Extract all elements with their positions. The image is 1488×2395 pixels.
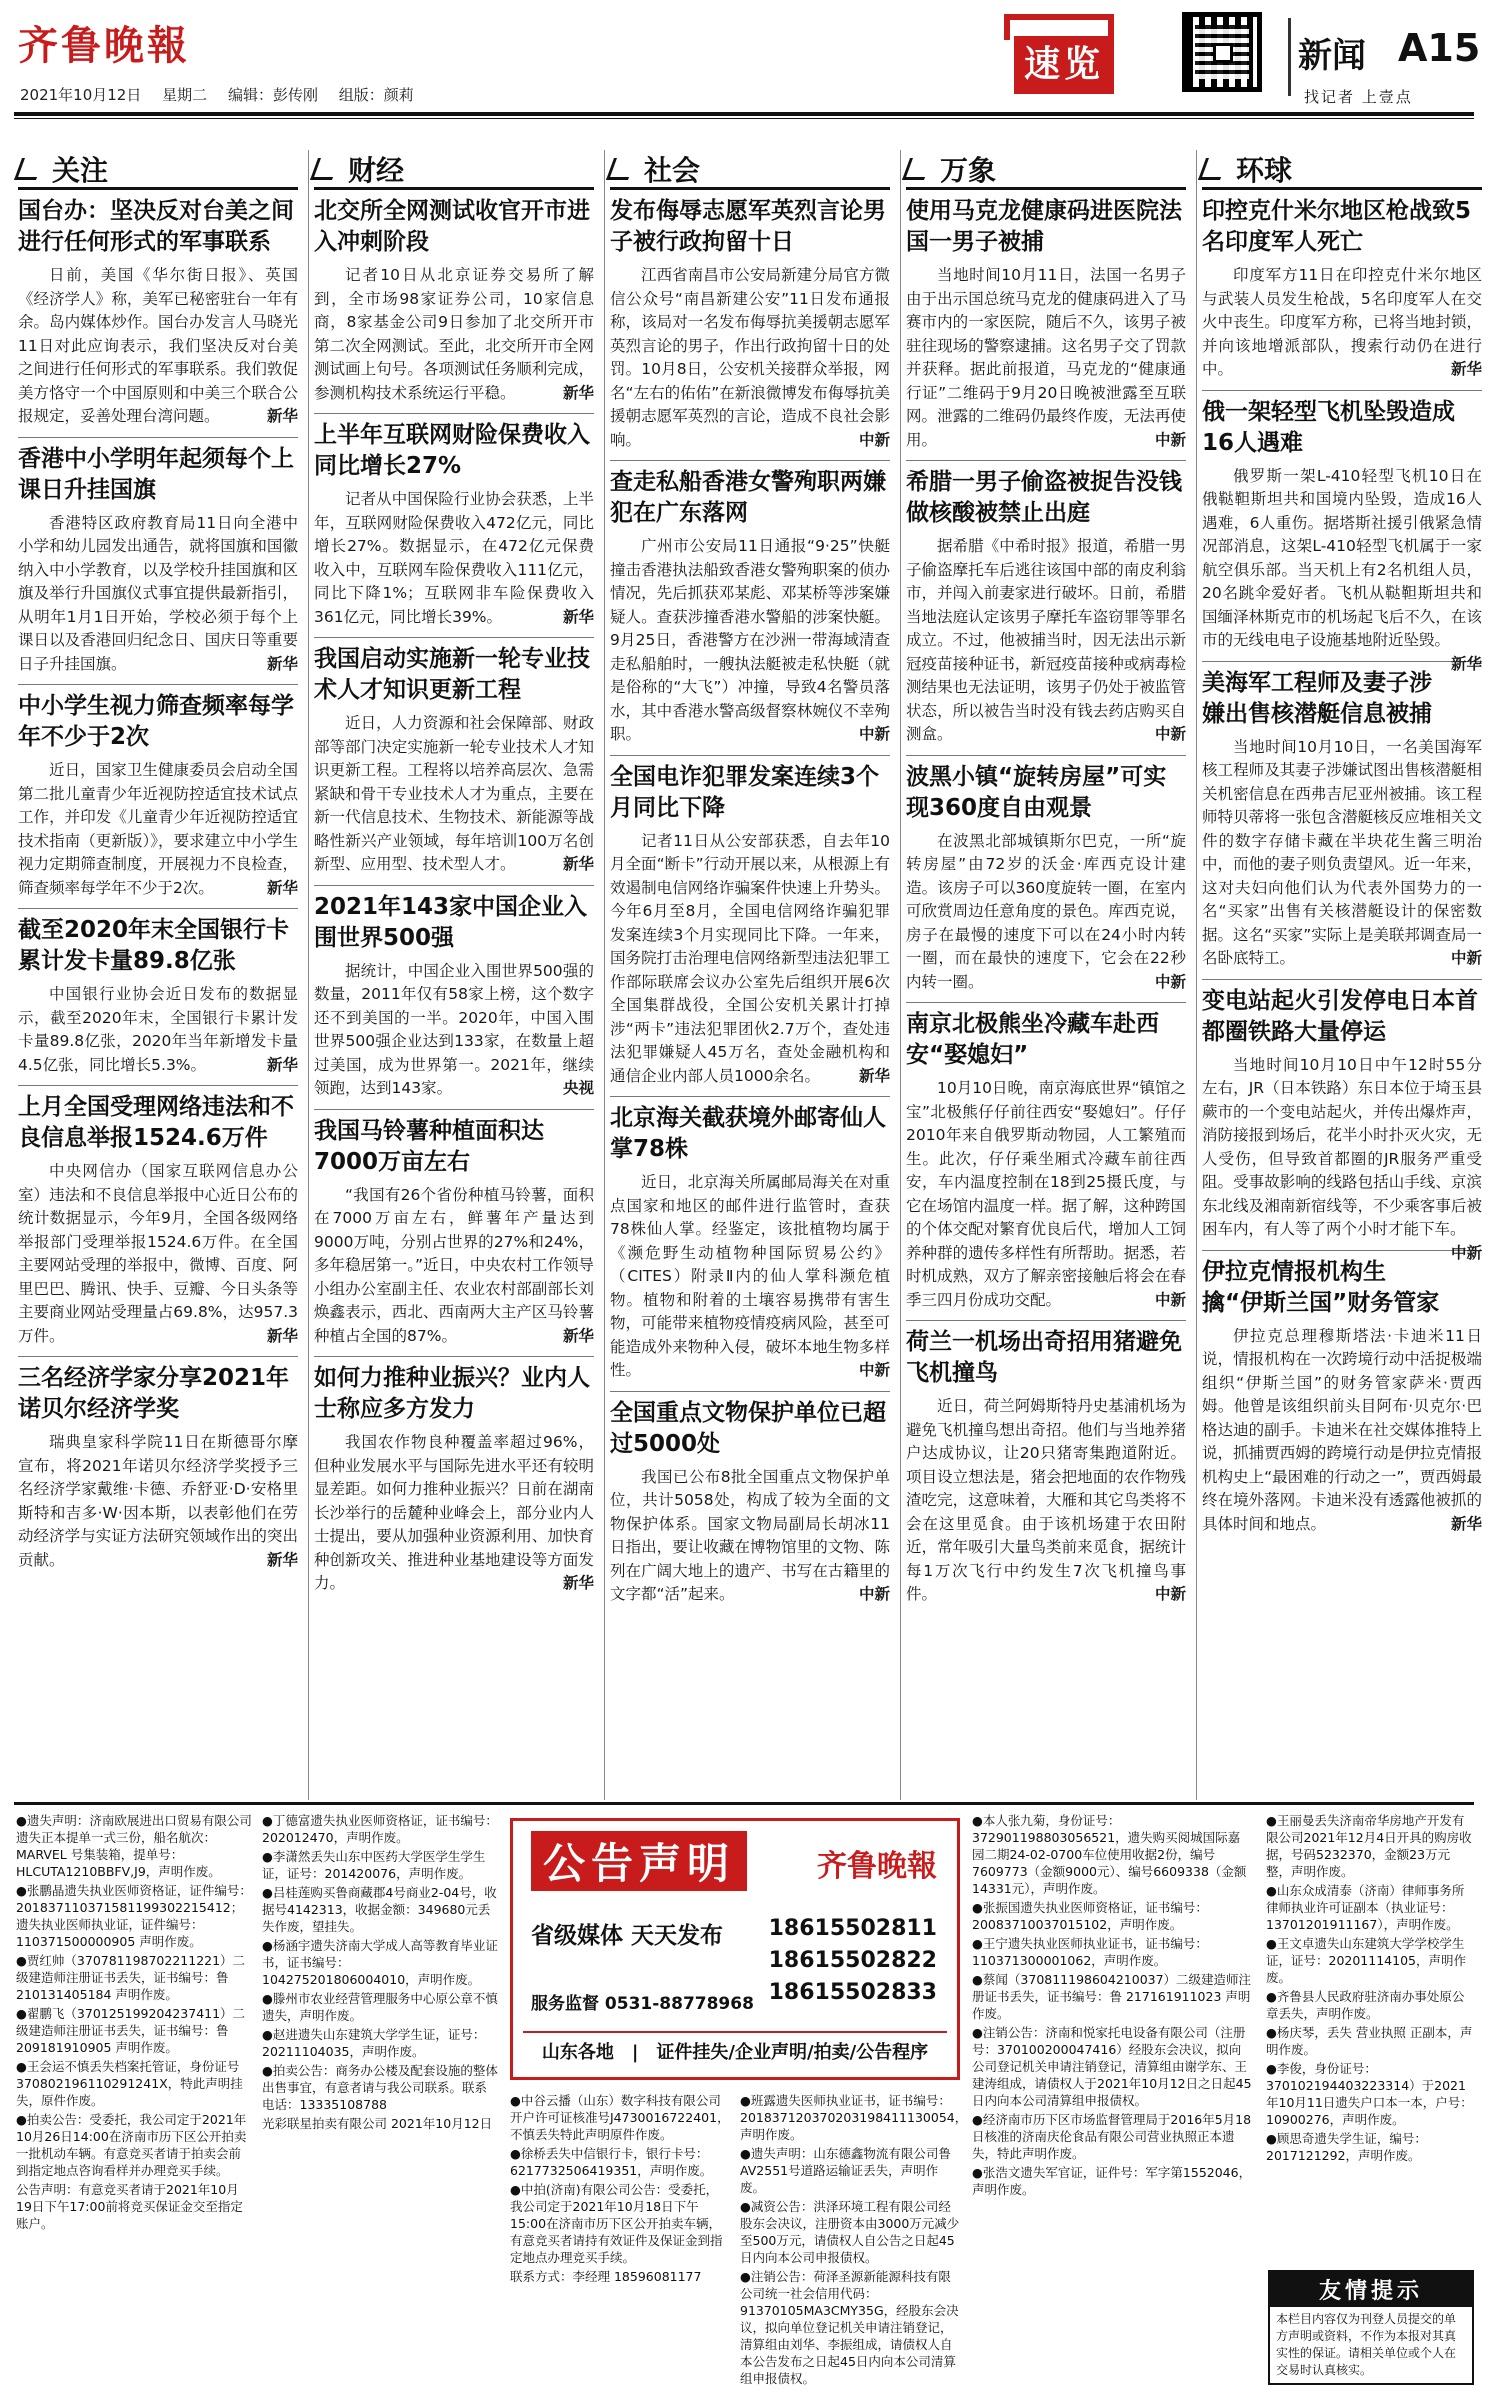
article	[610, 196, 890, 461]
classified-item: ●拍卖公告：受委托，我公司定于2021年10月26日14:00在济南市历下区公开拍卖一批机动车辆。有意竞买者请于拍卖会前到指定地点咨询看样并办理竞买手续。	[16, 2112, 247, 2178]
issue-layout: 组版：颜莉	[338, 86, 414, 104]
article	[610, 1398, 890, 1607]
issue-meta	[20, 84, 430, 105]
article-source: 央视	[562, 1079, 594, 1097]
article	[610, 467, 890, 756]
article	[906, 1327, 1186, 1607]
notice-logo: 齐鲁晚報	[817, 1849, 937, 1884]
phone-number: 18615502833	[768, 1980, 937, 2005]
column-heading-text: 关注	[52, 153, 109, 187]
article	[18, 196, 298, 438]
article-source: 新华	[1450, 654, 1482, 673]
article-body	[906, 264, 1186, 452]
notice-box	[510, 1818, 960, 2080]
article-source: 中新	[1450, 1243, 1482, 1262]
classified-item: ●齐鲁县人民政府驻济南办事处原公章丢失，声明作废。	[1266, 1989, 1465, 2021]
classified-item: ●赵进遗失山东建筑大学学生证，证号：20211104035，声明作废。	[262, 2027, 486, 2059]
article-separator	[610, 460, 890, 461]
classified-item: ●中谷云播（山东）数字科技有限公司开户许可证核准号J4730016722401，不慎丢失特此声明原件作废。	[510, 2093, 730, 2142]
article-source: 新华	[562, 607, 594, 626]
article-text: 当地时间10月11日，法国一名男子由于出示国总统马克龙的健康码进入了马赛市内的一家医院，随后不久，该男子被驻往现场的警察逮捕。这名男子交了罚款并获释。据此前报道，马克龙的“健康通行证”二维码于9月20日晚被泄露至互联网。泄露的二维码仍最终作废，无法再使用。	[906, 266, 1186, 449]
article-headline[interactable]: 波黑小镇“旋转房屋”可实现360度自由观景	[906, 763, 1167, 821]
article-text: 瑞典皇家科学院11日在斯德哥尔摩宣布，将2021年诺贝尔经济学奖授予三名经济学家戴维·卡德、乔舒亚·D·安格里斯特和吉多·W·因本斯，以表彰他们在劳动经济学与实证方法研究领域作出的突出贡献。	[18, 1433, 298, 1569]
issue-weekday: 星期二	[162, 86, 208, 104]
corner-mark-icon	[902, 158, 932, 180]
article-separator	[314, 1356, 594, 1357]
classified-item: ●蔡闻（370811198604210037）二级建造师注册证书丢失，证书编号：鲁 217161911023 声明作废。	[972, 1972, 1252, 2021]
column-1	[18, 150, 298, 1572]
article-source: 新华	[266, 407, 298, 425]
article	[314, 420, 594, 638]
article-text: 中央网信办（国家互联网信息办公室）违法和不良信息举报中心近日公布的统计数据显示，今年9月，全国各级网络举报部门受理举报1524.6万件。在全国主要网站受理的举报中，微博、百度、阿里巴巴、腾讯、快手、豆瓣、今日头条等主要商业网站受理量占69.8%，达957.3万件。	[18, 1162, 298, 1345]
classified-column-2	[262, 1812, 498, 2134]
article-separator	[1202, 1250, 1482, 1251]
classified-item: ●本人张九菊，身份证号：372901198803056521，遗失购买阅城国际嘉园二期24-02-0700车位使用收据2份，编号7609773（金额9000元）、编号6609338（金额14331元），声明作废。	[972, 1813, 1247, 1896]
article-body	[1202, 736, 1482, 971]
article-headline[interactable]: 中小学生视力筛查频率每学年不少于2次	[18, 693, 294, 750]
article-body	[18, 759, 298, 900]
article	[18, 915, 298, 1086]
classified-item: ●张鹏晶遗失执业医师资格证，证件编号：201837110371581199302215412；遗失执业医师执业证，证件编号：110371500000905 声明作废。	[16, 1883, 252, 1949]
article-separator	[314, 637, 594, 638]
article-headline[interactable]: 俄一架轻型飞机坠毁造成16人遇难	[1202, 398, 1455, 456]
article-headline[interactable]: 北京海关截获境外邮寄仙人掌78株	[610, 1105, 886, 1162]
article-source: 新华	[1450, 1514, 1482, 1533]
friendly-tip-body: 本栏目内容仅为刊登人员提交的单方声明或资料，不作为本报对其真实性的保证。请相关单位或个人在交易时认真核实。	[1276, 2312, 1457, 2377]
column-heading-text: 万象	[940, 153, 997, 187]
article-separator	[314, 413, 594, 414]
phone-number: 18615502811	[768, 1916, 937, 1941]
article-headline[interactable]: 上半年互联网财险保费收入同比增长27%	[314, 422, 590, 479]
article-text: 据统计，中国企业入围世界500强的数量，2011年仅有58家上榜，这个数字还不到美国的一半。2020年，中国入围世界500强企业达到133家，在数量上超过美国，成为世界第一。2021年，继续领跑，达到143家。	[314, 961, 594, 1097]
article	[610, 762, 890, 1098]
notice-categories: 山东各地 | 证件挂失/企业声明/拍卖/公告程序	[523, 2031, 947, 2071]
article-headline[interactable]: 伊拉克情报机构生擒“伊斯兰国”财务管家	[1202, 1258, 1440, 1316]
classified-item: ●王文卓遗失山东建筑大学学校学生证，证号：20201114105，声明作废。	[1266, 1936, 1466, 1985]
classified-column-4	[740, 2092, 968, 2389]
article-separator	[18, 437, 298, 438]
page-number: A15	[1398, 26, 1481, 70]
article-text: 10月10日晚，南京海底世界“镇馆之宝”北极熊仔仔前往西安“娶媳妇”。仔仔2010年来自俄罗斯动物园，人工繁殖而生。此次，仔仔乘坐厢式冷藏车前往西安，车内温度控制在18到25摄氏度，与它在场馆内温度一样。据了解，这种跨国的个体交配对繁育优良后代，增加人工饲养种群的遗传多样性有所帮助。据悉，若时机成熟，双方了解亲密接触后将会在春季三四月份成功交配。	[906, 1079, 1186, 1309]
column-5	[1202, 150, 1482, 1536]
classified-item: ●徐桥丢失中信银行卡，银行卡号：6217732506419351，声明作废。	[510, 2146, 713, 2178]
article-text: 中国银行业协会近日发布的数据显示，截至2020年末，全国银行卡累计发卡量89.8亿张，2020年当年新增发卡量4.5亿张，同比增长5.3%。	[18, 985, 298, 1074]
article	[314, 644, 594, 886]
article-headline[interactable]: 印控克什米尔地区枪战致5名印度军人死亡	[1202, 198, 1472, 255]
article-body	[1202, 1325, 1482, 1537]
article	[1202, 1257, 1482, 1537]
article	[314, 1116, 594, 1358]
article-source: 中新	[1450, 949, 1482, 967]
article-headline[interactable]: 全国电诈犯罪发案连续3个月同比下降	[610, 763, 880, 821]
article-separator	[18, 1356, 298, 1357]
article-headline[interactable]: 荷兰一机场出奇招用猪避免飞机撞鸟	[906, 1329, 1182, 1386]
article	[18, 1092, 298, 1357]
article-headline[interactable]: 香港中小学明年起须每个上课日升挂国旗	[18, 445, 294, 503]
article	[906, 467, 1186, 756]
article-body	[906, 1077, 1186, 1312]
article-separator	[906, 1002, 1186, 1003]
article-body	[1202, 465, 1482, 673]
corner-mark-icon	[14, 158, 44, 180]
article-body	[610, 264, 890, 452]
article-source: 新华	[562, 1326, 594, 1345]
article-body	[314, 264, 594, 405]
article-separator	[1202, 390, 1482, 391]
article-body	[610, 535, 890, 747]
article-separator	[314, 1109, 594, 1110]
article-separator	[1202, 979, 1482, 980]
article-text: 在波黑北部城镇斯尔巴克，一所“旋转房屋”由72岁的沃金·库西克设计建造。该房子可以360度旋转一圈，在室内可欣赏周边任意角度的景色。库西克说，房子在最慢的速度下可以在24小时内转一圈，而在最快的速度下，它会在22秒内转一圈。	[906, 831, 1186, 991]
notice-title: 公告声明	[531, 1831, 747, 1891]
article-source: 新华	[1450, 360, 1482, 378]
article-headline[interactable]: 变电站起火引发停电日本首都圈铁路大量停运	[1202, 987, 1478, 1045]
article-source: 中新	[1154, 1290, 1186, 1309]
column-heading-text: 社会	[644, 153, 701, 187]
classifieds-rule	[14, 1802, 1474, 1805]
article-headline[interactable]: 希腊一男子偷盗被捉告没钱做核酸被禁止出庭	[906, 469, 1182, 526]
article-text: 记者从中国保险行业协会获悉，上半年，互联网财险保费收入472亿元，同比增长27%。数据显示，在472亿元保费收入中，互联网车险保费收入111亿元，同比下降1%；互联网非车险保费收入361亿元，同比增长39%。	[314, 490, 594, 626]
article-body	[314, 1184, 594, 1349]
article-source: 新华	[266, 1326, 298, 1345]
column-heading	[314, 150, 594, 190]
column-4	[906, 150, 1186, 1607]
column-divider	[900, 150, 901, 1800]
article-text: 印度军方11日在印控克什米尔地区与武装人员发生枪战，5名印度军人在交火中丧生。印度军方称，已将当地封锁，并向该地增派部队，搜索行动仍在进行中。	[1202, 266, 1482, 378]
article-text: 近日，荷兰阿姆斯特丹史基浦机场为避免飞机撞鸟想出奇招。他们与当地养猪户达成协议，让20只猪寄集跑道附近。项目设立想法是，猪会把地面的农作物残渣吃完，这意味着，大雁和其它鸟类将不会在这里觅食。由于该机场建于农田附近，常年吸引大量鸟类前来觅食，据统计每1万次飞行中约发生7次飞机撞鸟事件。	[906, 1397, 1186, 1603]
article-separator	[18, 1085, 298, 1086]
article-source: 中新	[1154, 972, 1186, 991]
article-text: 日前，美国《华尔街日报》、英国《经济学人》称，美军已秘密驻台一年有余。岛内媒体炒作。国台办发言人马晓光11日对此应询表示，我们坚决反对台美之间进行任何形式的军事联系。我们敦促美方恪守一个中国原则和中美三个联合公报规定，妥善处理台湾问题。	[18, 266, 298, 425]
phone-number: 18615502822	[768, 1948, 937, 1973]
classified-item: ●张浩文遗失军官证，证件号：军字第1552046，声明作废。	[972, 2165, 1252, 2197]
article-text: 记者10日从北京证券交易所了解到，全市场98家证券公司，10家信息商，8家基金公司9日参加了北交所开市第二次全网测试。至此，北交所开市全网测试画上句号。各项测试任务顺利完成，参测机构技术系统运行平稳。	[314, 266, 594, 402]
article	[314, 892, 594, 1110]
classified-item: ●注销公告：荷泽圣源新能源科技有限公司统一社会信用代码：91370105MA3CMY35G，经股东会决议，拟向单位登记机关申请注销登记，清算组由刘华、李振组成，请债权人自本公告发布之日起45日内向本公司清算组申报债权。	[740, 2269, 959, 2386]
classified-item: ●减资公告：洪泽环境工程有限公司经股东会决议，注册资本由3000万元减少至500万元，请债权人自公告之日起45日内向本公司申报债权。	[740, 2199, 960, 2265]
article-headline[interactable]: 我国马铃薯种植面积达7000万亩左右	[314, 1117, 544, 1175]
article	[906, 196, 1186, 461]
article-source: 新华	[266, 1055, 298, 1074]
article	[1202, 397, 1482, 673]
article	[1202, 668, 1482, 980]
masthead	[0, 0, 1488, 118]
column-heading	[18, 150, 298, 190]
article	[18, 444, 298, 686]
article-headline[interactable]: 如何力推种业振兴？业内人士称应多方发力	[314, 1365, 590, 1422]
classified-item: 光彩联星拍卖有限公司 2021年10月12日	[262, 2116, 493, 2131]
corner-mark-icon	[606, 158, 636, 180]
article-text: 广州市公安局11日通报“9·25”快艇撞击香港执法船致香港女警殉职案的侦办情况，先后抓获邓某彪、邓某桥等涉案嫌疑人。查获涉撞香港水警船的涉案快艇。9月25日，香港警方在沙洲一带海域清查走私船舶时，一艘执法艇被走私快艇（就是俗称的“大飞”）冲撞，导致4名警员落水，其中香港水警高级督察林婉仪不幸殉职。	[610, 537, 890, 743]
article-body	[314, 712, 594, 877]
classified-item: ●杨涵宇遗失济南大学成人高等教育毕业证书，证书编号：104275201806004010，声明作废。	[262, 1938, 498, 1987]
article-headline[interactable]: 截至2020年末全国银行卡累计发卡量89.8亿张	[18, 917, 290, 974]
article-body	[610, 1466, 890, 1607]
column-divider	[1196, 150, 1197, 1800]
article-source: 新华	[562, 383, 594, 402]
header-rule-thin	[14, 118, 1474, 119]
article-body	[1202, 264, 1482, 382]
article-body	[314, 1431, 594, 1596]
article-headline[interactable]: 查走私船香港女警殉职两嫌犯在广东落网	[610, 469, 886, 526]
article-separator	[906, 755, 1186, 756]
qr-code-icon[interactable]	[1182, 12, 1262, 92]
article-headline[interactable]: 国台办：坚决反对台美之间进行任何形式的军事联系	[18, 198, 294, 255]
suqlan-badge	[1004, 14, 1114, 106]
classified-item: ●王宁遗失执业医师执业证书，证书编号：110371300001062，声明作废。	[972, 1936, 1208, 1968]
column-heading	[906, 150, 1186, 190]
article	[18, 1363, 298, 1572]
section-divider	[1288, 18, 1291, 96]
classified-item: ●吕桂莲购买鲁商藏郡4号商业2-04号，收据号4142313，收据金额：349680元丢失作废，望挂失。	[262, 1885, 497, 1934]
column-2	[314, 150, 594, 1596]
article-text: 俄罗斯一架L-410轻型飞机10日在俄鞑靼斯坦共和国境内坠毁，造成16人遇难，6人重伤。据塔斯社援引俄紧急情况部消息，这架L-410轻型飞机属于一家航空俱乐部。当天机上有2名机组人员，20名跳伞爱好者。飞机从鞑靼斯坦共和国缅泽林斯克市的机场起飞后不久，在该市的无线电电子设施基地附近坠毁。	[1202, 466, 1482, 649]
classified-item: ●顾思奇遗失学生证，编号：2017121292，声明作废。	[1266, 2131, 1427, 2163]
article-separator	[18, 908, 298, 909]
classified-item: ●王丽曼丢失济南帝华房地产开发有限公司2021年12月4日开具的购房收据，号码5232370，金额23万元整，声明作废。	[1266, 1813, 1472, 1879]
article-text: 我国已公布8批全国重点文物保护单位，共计5058处，构成了较为全面的文物保护体系。国家文物局副局长胡冰11日指出，要让收藏在博物馆里的文物、陈列在广阔大地上的遗产、书写在古籍里的文字都“活”起来。	[610, 1467, 890, 1603]
article	[906, 1009, 1186, 1321]
article-text: 记者11日从公安部获悉，自去年10月全面“断卡”行动开展以来，从根源上有效遏制电信网络诈骗案件快速上升势头。今年6月至8月，全国电信网络诈骗犯罪发案连续3个月实现同比下降。一年来，国务院打击治理电信网络新型违法犯罪工作部际联席会议办公室先后组织开展6次全国集群战役，全国公安机关累计打掉涉“两卡”违法犯罪团伙2.7万个，查处违法犯罪嫌疑人45万名，查处金融机构和通信企业内部人员1000余名。	[610, 831, 890, 1085]
classified-item: ●中拍(济南)有限公司公告：受委托，我公司定于2021年10月18日下午15:00在济南市历下区公开拍卖车辆，有意竞买者请持有效证件及保证金到指定地点办理竞买手续。	[510, 2182, 723, 2265]
article-body	[314, 960, 594, 1101]
article-text: 当地时间10月10日中午12时55分左右，JR（日本铁路）东日本位于埼玉县蕨市的一个变电站起火，并传出爆炸声，消防接报到场后，花半小时扑灭火灾，无人受伤，但导致首都圈的JR服务严重受阻。受事故影响的线路包括山手线、京滨东北线及湘南新宿线等，不少乘客事后被困车内，有人等了两个小时才能下车。	[1202, 1055, 1482, 1238]
article-source: 新华	[266, 1550, 298, 1569]
friendly-tip	[1268, 2270, 1474, 2385]
article-headline[interactable]: 美海军工程师及妻子涉嫌出售核潜艇信息被捕	[1202, 669, 1432, 727]
article-separator	[906, 460, 1186, 461]
classified-item: ●张振国遗失执业医师资格证，证书编号：20083710037015102，声明作废。	[972, 1900, 1208, 1932]
classified-item: ●滕州市农业经营管理服务中心原公章不慎遗失，声明作废。	[262, 1991, 498, 2023]
article	[1202, 986, 1482, 1262]
article-headline[interactable]: 我国启动实施新一轮专业技术人才知识更新工程	[314, 646, 590, 703]
classified-column-3	[510, 2092, 730, 2287]
article-text: 伊拉克总理穆斯塔法·卡迪米11日说，情报机构在一次跨境行动中活捉极端组织“伊斯兰国”的财务管家萨米·贾西姆。他曾是该组织前头目阿布·贝克尔·巴格达迪的副手。卡迪米在社交媒体推特上说，抓捕贾西姆的跨境行动是伊拉克情报机构史上“最困难的行动之一”，贾西姆最终在境外落网。卡迪米没有透露他被抓的具体时间和地点。	[1202, 1326, 1482, 1533]
article	[610, 1103, 890, 1392]
article-body	[18, 983, 298, 1077]
classified-item: ●拍卖公告：商务办公楼及配套设施的整体出售事宜，有意者请与我公司联系。联系电话：13335108788	[262, 2063, 498, 2112]
article-text: 江西省南昌市公安局新建分局官方微信公众号“南昌新建公安”11日发布通报称，该局对一名发布侮辱抗美援朝志愿军英烈言论的男子，作出行政拘留十日的处罚。10月8日，公安机关接群众举报，网名“左右的佑佑”在新浪微博发布侮辱抗美援朝志愿军英烈的言论，造成不良社会影响。	[610, 266, 890, 449]
classified-item: ●注销公告：济南和悦家托电设备有限公司（注册号：370100200047416）经股东会决议，拟向公司登记机关申请注销登记，清算组由谢学东、王建涛组成，请债权人于2021年10月12日之日起45日内向本公司清算组申报债权。	[972, 2025, 1252, 2108]
notice-areas: 山东各地	[541, 2042, 614, 2063]
classified-item: ●丁德富遗失执业医师资格证，证书编号：202012470，声明作废。	[262, 1813, 498, 1845]
article-separator	[1202, 661, 1482, 662]
article-headline[interactable]: 全国重点文物保护单位已超过5000处	[610, 1399, 886, 1457]
article-separator	[610, 1391, 890, 1392]
classified-item: ●遗失声明：山东德鑫物流有限公司鲁AV2551号道路运输证丢失，声明作废。	[740, 2146, 951, 2195]
reporter-slogan: 找记者 上壹点	[1304, 88, 1413, 106]
badge-label: 速览	[1014, 36, 1114, 94]
article-source: 中新	[1154, 725, 1186, 743]
article-text: 我国农作物良种覆盖率超过96%，但种业发展水平与国际先进水平还有较明显差距。如何力推种业振兴？日前在湖南长沙举行的岳麓种业峰会上，部分业内人士提出，要从加强种业资源利用、加快育种创新攻关、推进种业基地建设等方面发力。	[314, 1433, 594, 1592]
article-separator	[18, 684, 298, 685]
notice-slogan: 省级媒体 天天发布	[531, 1923, 724, 1949]
article	[314, 1363, 594, 1596]
article-source: 新华	[266, 878, 298, 897]
column-3	[610, 150, 890, 1607]
classified-item: ●班露遗失医师执业证书，证书编号：201837120370203198411130054，声明作废。	[740, 2093, 968, 2142]
classified-item: ●杨庆琴，丢失 营业执照 正副本，声明作废。	[1266, 2025, 1473, 2057]
article-text: 近日，北京海关所属邮局海关在对重点国家和地区的邮件进行监管时，查获78株仙人掌。经鉴定，该批植物均属于《濒危野生动植物种国际贸易公约》（CITES）附录Ⅱ内的仙人掌科濒危植物。植物和附着的土壤容易携带有害生物，可能带来植物疫情疫病风险，甚至可能造成外来物种入侵，破坏本地生物多样性。	[610, 1173, 890, 1379]
article-separator	[610, 1096, 890, 1097]
article-source: 新华	[562, 1574, 594, 1592]
article-body	[1202, 1054, 1482, 1262]
classified-item: 联系方式：李经理 18596081177	[510, 2269, 702, 2284]
classified-column-6	[1266, 1812, 1474, 2166]
article-headline[interactable]: 发布侮辱志愿军英烈言论男子被行政拘留十日	[610, 198, 886, 255]
article-body	[906, 830, 1186, 995]
article-text: 当地时间10月10日，一名美国海军核工程师及其妻子涉嫌试图出售核潜艇相关机密信息在西弗吉尼亚州被捕。该工程师特贝蒂将一张包含潜艇核反应堆相关文件的数字存储卡藏在半块花生酱三明治中，而他的妻子则负责望风。近一年来，这对夫妇向他们认为代表外国势力的一名“买家”出售有关核潜艇设计的保密数据。这名“买家”实际上是美联邦调查局一名卧底特工。	[1202, 737, 1482, 967]
article-body	[18, 512, 298, 677]
article-source: 新华	[858, 1066, 890, 1085]
article-body	[18, 1160, 298, 1348]
article-headline[interactable]: 三名经济学家分享2021年诺贝尔经济学奖	[18, 1365, 290, 1422]
classified-item: ●山东众成清泰（济南）律师事务所律师执业许可证副本（执业证号：13701201911167），声明作废。	[1266, 1883, 1465, 1932]
friendly-tip-title: 友情提示	[1270, 2272, 1472, 2307]
column-divider	[604, 150, 605, 1800]
article	[314, 196, 594, 414]
article-headline[interactable]: 使用马克龙健康码进医院法国一男子被捕	[906, 198, 1182, 255]
article-body	[18, 264, 298, 429]
article-body	[610, 830, 890, 1089]
article	[906, 762, 1186, 1004]
article-headline[interactable]: 北交所全网测试收官开市进入冲刺阶段	[314, 198, 590, 255]
column-heading	[610, 150, 890, 190]
article-text: 近日，人力资源和社会保障部、财政部等部门决定实施新一轮专业技术人才知识更新工程。工程将以培养高层次、急需紧缺和骨干专业技术人才为重点，主要在新一代信息技术、生物技术、新能源等战略性新兴产业领域，每年培训100万名创新型、应用型、技术型人才。	[314, 714, 594, 873]
article-text: 近日，国家卫生健康委员会启动全国第二批儿童青少年近视防控适宜技术试点工作，并印发《儿童青少年近视防控适宜技术指南（更新版）》，要求建立中小学生视力定期筛查制度，开展视力不良检查，筛查频率每学年不少于2次。	[18, 761, 298, 897]
article-headline[interactable]: 2021年143家中国企业入围世界500强	[314, 893, 588, 951]
classified-item: ●王会运不慎丢失档案托管证，身份证号370802196110291241X，特此声明挂失，原件作废。	[16, 2059, 243, 2108]
issue-editor: 编辑：彭传刚	[227, 86, 318, 104]
notice-category-list: 证件挂失/企业声明/拍卖/公告程序	[656, 2042, 929, 2063]
classified-column-1	[16, 1812, 252, 2234]
article-source: 中新	[1154, 430, 1186, 449]
section-name: 新闻	[1298, 36, 1366, 76]
column-divider	[308, 150, 309, 1800]
article	[1202, 196, 1482, 391]
article-separator	[314, 885, 594, 886]
classified-item: ●李潇然丢失山东中医药大学医学生学生证，证号：201420076，声明作废。	[262, 1849, 486, 1881]
column-heading-text: 财经	[348, 153, 405, 187]
classified-item: ●遗失声明：济南欧展进出口贸易有限公司遗失正本提单一式三份，船名航次：MARVEL 号集装箱，提单号：HLCUTA1210BBFV,J9，声明作废。	[16, 1813, 252, 1879]
corner-mark-icon	[1198, 158, 1228, 180]
article-headline[interactable]: 南京北极熊坐冷藏车赴西安“娶媳妇”	[906, 1011, 1159, 1068]
article-body	[906, 535, 1186, 747]
article-text: “我国有26个省份种植马铃薯，面积在7000万亩左右，鲜薯年产量达到9000万吨，分别占世界的27%和24%，多年稳居第一。”近日，中央农村工作领导小组办公室副主任、农业农村部副部长刘焕鑫表示，西北、西南两大主产区马铃薯种植占全国的87%。	[314, 1185, 594, 1345]
classified-item: ●翟鹏飞（370125199204237411）二级建造师注册证书丢失，证书编号：鲁 209181910905 声明作废。	[16, 2006, 246, 2055]
classified-item: ●经济南市历下区市场监督管理局于2016年5月18日核准的济南庆伦食品有限公司营业执照正本遗失，特此声明作废。	[972, 2112, 1252, 2161]
header-rule	[14, 112, 1474, 116]
classified-column-5	[972, 1812, 1252, 2200]
article-source: 新华	[562, 855, 594, 873]
classified-item: 公告声明：有意竞买者请于2021年10月19日下午17:00前将竞买保证金交至指定账户。	[16, 2182, 243, 2231]
newspaper-logo: 齐鲁晚報	[18, 22, 190, 69]
issue-date: 2021年10月12日	[20, 86, 142, 104]
article-separator	[610, 755, 890, 756]
article-source: 中新	[858, 725, 890, 743]
article-source: 中新	[1154, 1585, 1186, 1603]
article	[18, 691, 298, 909]
corner-mark-icon	[310, 158, 340, 180]
article-body	[906, 1395, 1186, 1607]
qr-logo	[1213, 43, 1233, 63]
article-headline[interactable]: 上月全国受理网络违法和不良信息举报1524.6万件	[18, 1094, 294, 1151]
column-heading	[1202, 150, 1482, 190]
classified-item: ●李俊，身份证号：370102194403223314）于2021年10月11日遗失户口本一本，户号：10900276，声明作废。	[1266, 2061, 1473, 2127]
article-body	[18, 1431, 298, 1572]
article-body	[314, 488, 594, 629]
classified-item: ●贾红帅（370781198702211221）二级建造师注册证书丢失，证书编号：鲁 210131405184 声明作废。	[16, 1953, 246, 2002]
article-separator	[906, 1320, 1186, 1321]
notice-phones	[769, 1913, 937, 2009]
article-text: 香港特区政府教育局11日向全港中小学和幼儿园发出通告，就将国旗和国徽纳入中小学教育，以及学校升挂国旗和区旗及举行升国旗仪式事宜提供最新指引，从明年1月1日开始，学校必须于每个上课日以及香港回归纪念日、国庆日等重要日子升挂国旗。	[18, 513, 298, 673]
article-source: 新华	[266, 654, 298, 673]
notice-service: 服务监督 0531-88778968	[531, 1994, 754, 2014]
article-text: 据希腊《中希时报》报道，希腊一男子偷盗摩托车后逃往该国中部的南皮利翁市，并闯入前妻家进行破坏。日前，希腊当地法庭认定该男子摩托车盗窃罪等罪名成立。不过，他被捕当时，因无法出示新冠疫苗接种证书，新冠疫苗接种或病毒检测结果也无法证明，该男子仍处于被监管状态，所以被告当时没有钱去药店购买自测盒。	[906, 537, 1186, 743]
article-source: 中新	[858, 430, 890, 449]
column-heading-text: 环球	[1236, 153, 1293, 187]
article-source: 中新	[858, 1361, 890, 1379]
article-body	[610, 1171, 890, 1383]
article-source: 中新	[858, 1585, 890, 1603]
